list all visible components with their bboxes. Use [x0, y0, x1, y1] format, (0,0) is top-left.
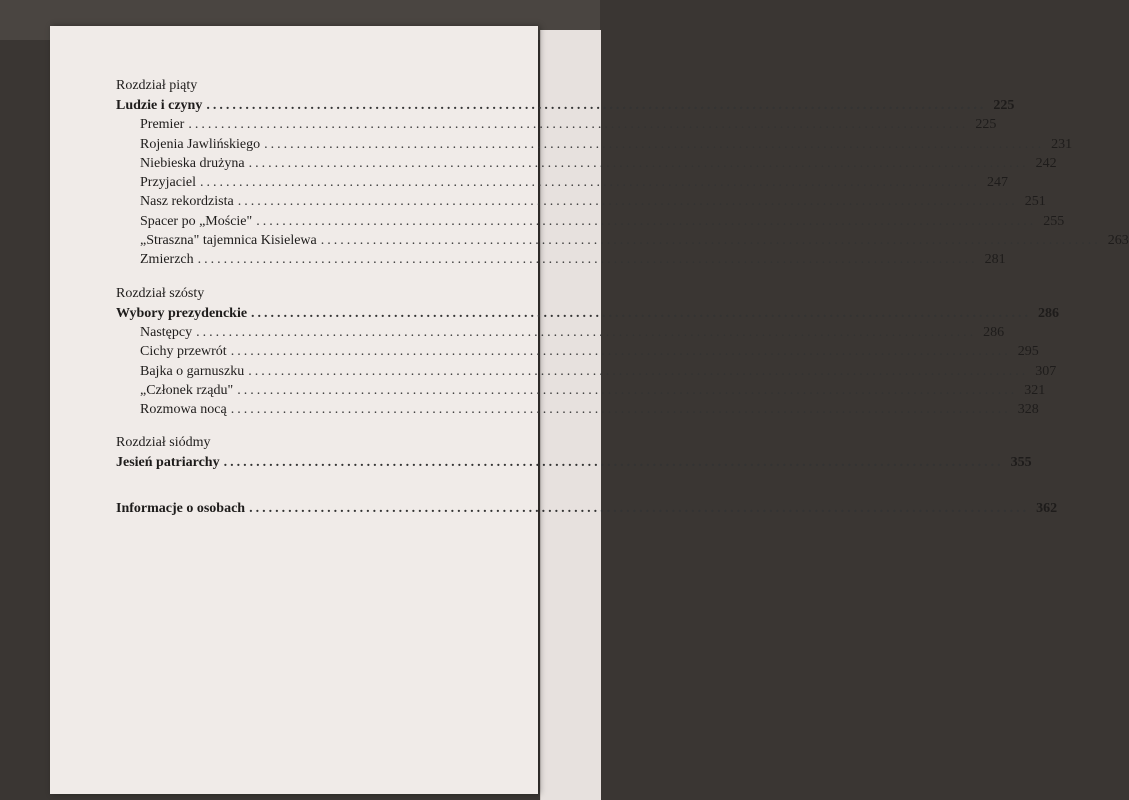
- entry-title: „Straszna" tajemnica Kisielewa: [140, 233, 317, 249]
- toc-entry: [116, 154, 1057, 173]
- page-number: 251: [1024, 194, 1046, 210]
- page-number: 286: [983, 324, 1005, 340]
- toc-entry: [116, 362, 1057, 381]
- toc-entry: [116, 381, 1046, 400]
- page-number: 281: [984, 252, 1006, 268]
- page-number: 355: [1010, 455, 1032, 471]
- leader-dots: ........................................................................................................................: [223, 455, 1004, 471]
- chapter-title: Wybory prezydenckie: [116, 305, 248, 321]
- leader-dots: ........................................................................................................................: [206, 98, 987, 113]
- chapter-title-row: [116, 96, 1015, 115]
- leader-dots: ........................................................................................................................: [251, 305, 1032, 321]
- page-number: 321: [1024, 382, 1046, 398]
- chapter-7: [116, 433, 1032, 472]
- chapter-title-row: [116, 304, 1060, 323]
- page-number: 231: [1051, 136, 1073, 152]
- page-number: 263: [1107, 233, 1129, 249]
- leader-dots: ........................................................................................................................: [237, 382, 1018, 398]
- entry-title: Rozmowa nocą: [140, 402, 227, 418]
- leader-dots: ........................................................................................................................: [196, 324, 977, 340]
- page-number: 286: [1038, 305, 1060, 321]
- chapter-title: Ludzie i czyny: [116, 98, 203, 113]
- entry-title: Przyjaciel: [140, 175, 196, 191]
- entry-title: Nasz rekordzista: [140, 194, 234, 210]
- leader-dots: ........................................................................................................................: [237, 194, 1018, 210]
- entry-title: Zmierzch: [140, 252, 194, 268]
- toc-entry: [116, 192, 1046, 211]
- leader-dots: ........................................................................................................................: [230, 344, 1011, 360]
- toc-entry: [116, 342, 1039, 361]
- leader-dots: ........................................................................................................................: [248, 363, 1029, 379]
- page-number: 328: [1017, 402, 1039, 418]
- leader-dots: ........................................................................................................................: [256, 213, 1037, 229]
- page-number: 362: [1036, 500, 1058, 516]
- chapter-6: [116, 284, 1060, 420]
- info-row: [116, 499, 1058, 518]
- table-of-contents: [116, 76, 1129, 518]
- chapter-label: Rozdział siódmy: [116, 435, 211, 451]
- toc-entry: [116, 231, 1129, 250]
- page-number: 242: [1035, 155, 1057, 171]
- entry-title: „Członek rządu": [140, 382, 234, 398]
- entry-title: Niebieska drużyna: [140, 155, 245, 171]
- page-number: 225: [975, 117, 997, 133]
- page-number: 255: [1043, 213, 1065, 229]
- toc-entry: [116, 212, 1065, 231]
- info-title: Informacje o osobach: [116, 500, 246, 516]
- toc-entry: [116, 323, 1005, 342]
- leader-dots: ........................................................................................................................: [320, 233, 1101, 249]
- page-number: 225: [993, 98, 1015, 113]
- chapter-label: Rozdział szósty: [116, 285, 205, 301]
- page-number: 295: [1017, 344, 1039, 360]
- leader-dots: ........................................................................................................................: [188, 117, 969, 133]
- toc-entry: [116, 173, 1008, 192]
- page-number: 247: [986, 175, 1008, 191]
- entry-title: Spacer po „Moście": [140, 213, 253, 229]
- entry-title: Bajka o garnuszku: [140, 363, 245, 379]
- toc-entry: [116, 115, 997, 134]
- toc-entry: [116, 135, 1073, 154]
- leader-dots: ........................................................................................................................: [197, 252, 978, 268]
- toc-entry: [116, 400, 1039, 419]
- entry-title: Następcy: [140, 324, 193, 340]
- chapter-title: Jesień patriarchy: [116, 455, 220, 471]
- entry-title: Premier: [140, 117, 185, 133]
- chapter-title-row: [116, 453, 1032, 472]
- chapter-label: Rozdział piąty: [116, 78, 198, 93]
- leader-dots: ........................................................................................................................: [199, 175, 980, 191]
- entry-title: Cichy przewrót: [140, 344, 227, 360]
- entry-title: Rojenia Jawlińskiego: [140, 136, 261, 152]
- leader-dots: ........................................................................................................................: [264, 136, 1045, 152]
- leader-dots: ........................................................................................................................: [230, 402, 1011, 418]
- leader-dots: ........................................................................................................................: [248, 155, 1029, 171]
- leader-dots: ........................................................................................................................: [249, 500, 1030, 516]
- page-number: 307: [1035, 363, 1057, 379]
- chapter-5: [116, 76, 1129, 270]
- toc-entry: [116, 250, 1006, 269]
